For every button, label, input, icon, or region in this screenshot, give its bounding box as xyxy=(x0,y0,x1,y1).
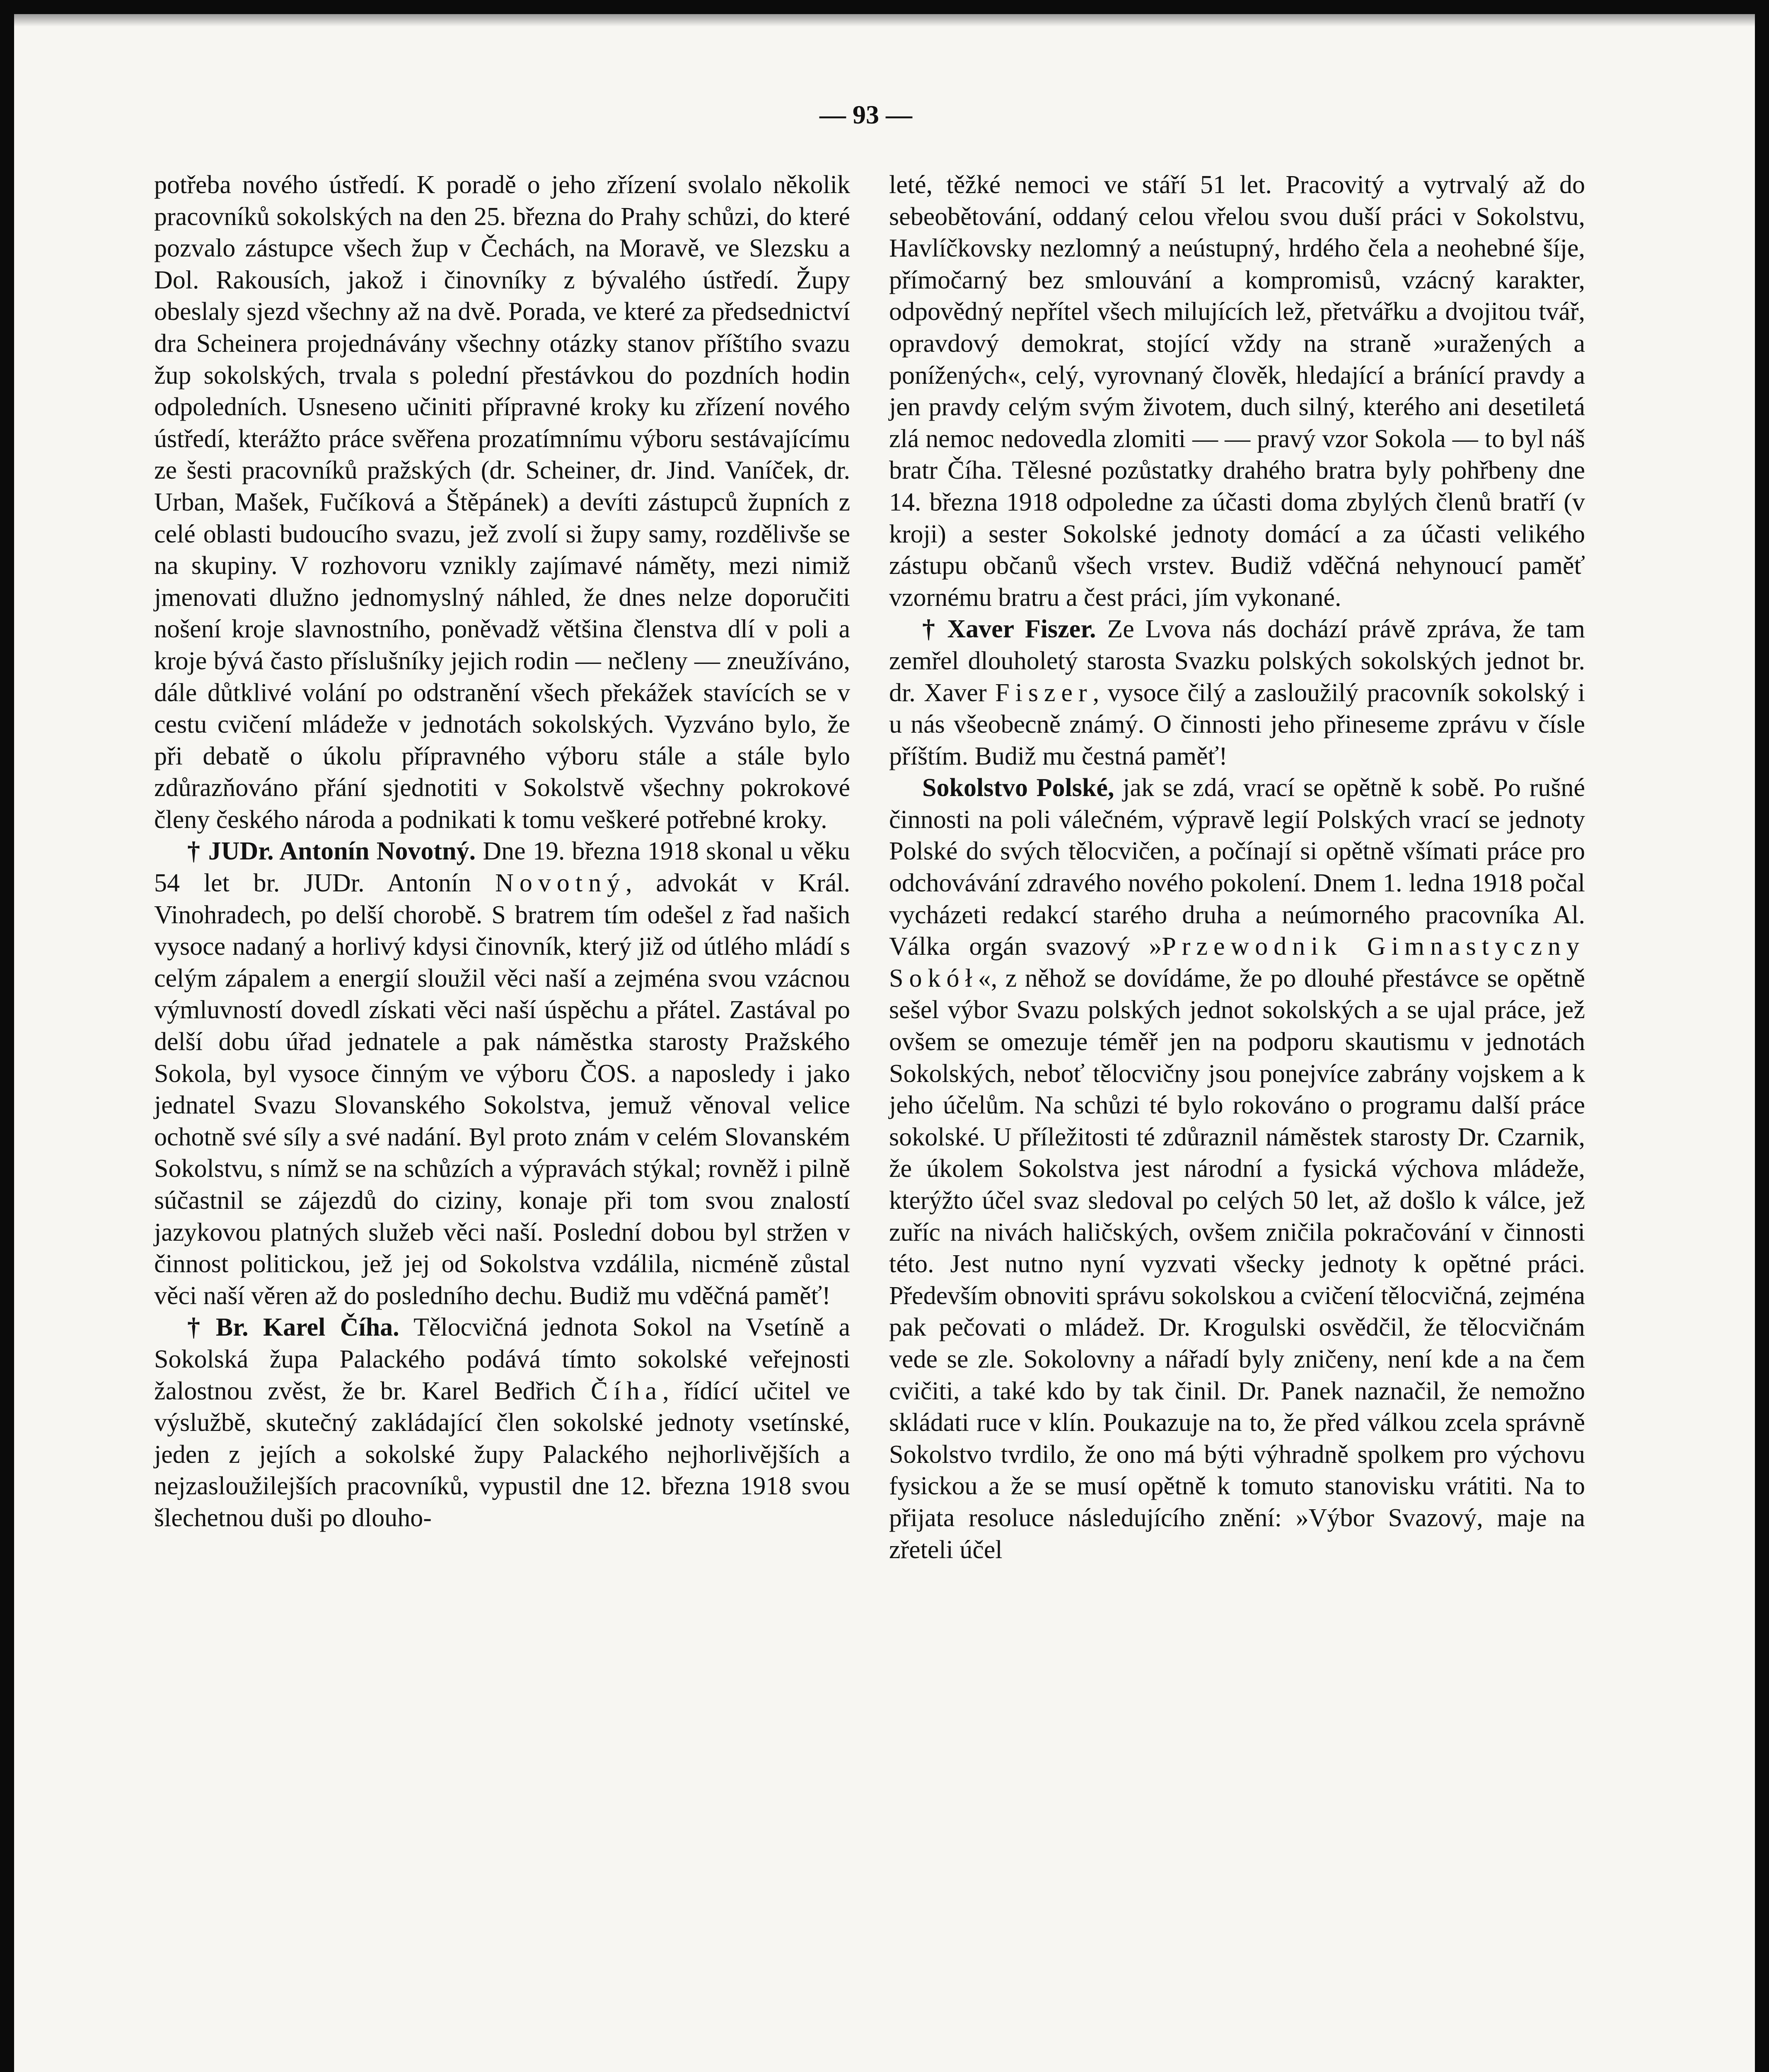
section-text: jak se zdá, vrací se opětně k sobě. Po rušné činnosti na poli válečném, výpravě legií Polských vrací se jednoty Polské do svých tělocvičen, a počínají si opětně všímati práce pro odchovávání zdravého nového pokolení. Dnem 1. ledna 1918 počal vycházeti redakcí starého druha a neúmorného pracovníka Al. Válka orgán svazový » xyxy=(889,774,1585,961)
section-heading: Sokolstvo Polské, xyxy=(922,774,1114,802)
obituary-text: , řídící učitel ve výslužbě, skutečný zakládající člen sokolské jednoty vsetínské, jeden z jejích a sokolské župy Palackého nejhorlivějších a nejzasloužilejších pracovníků, vypustil dne 12. března 1918 svou šlechetnou duši po dlouho- xyxy=(154,1377,851,1532)
left-column xyxy=(154,169,850,1534)
section-text: «, z něhož se dovídáme, že po dlouhé přestávce se opětně sešel výbor Svazu polských jednot sokolských a se ujal práce, jež ovšem se omezuje téměř jen na podporu skautismu v jednotách Sokolských, neboť tělocvičny jsou ponejvíce zabrány vojskem a k jeho účelům. Na schůzi té bylo rokováno o programu další práce sokolské. U příležitosti té zdůraznil náměstek starosty Dr. Czarnik, že úkolem Sokolstva jest národní a fysická výchova mládeže, kterýžto účel svaz sledoval po celých 50 let, až došlo k válce, jež zuříc na nivách haličských, ovšem zničila pokračování v činnosti této. Jest nutno nyní vyzvati všecky jednoty k opětné práci. Především obnoviti správu sokolskou a cvičení tělocvičná, zejména pak pečovati o mládež. Dr. Krogulski osvědčil, že tělocvičnám vede se zle. Sokolovny a nářadí byly zničeny, není kde a na čem cvičiti, a také kdo by tak činil. Dr. Panek naznačil, že nemožno skládati ruce v klín. Poukazuje na to, že před válkou zcela správně Sokolstvo tvrdilo, že ono má býti výhradně spolkem pro výchovu fysickou a že se musí opětně k tomuto stanovisku vrátiti. Na to přijata resoluce následujícího znění: »Výbor Svazový, maje na zřeteli účel xyxy=(889,964,1585,1564)
obituary-name-spaced: Novotný xyxy=(495,869,626,898)
obituary-name-spaced: Fiszer xyxy=(995,678,1093,707)
obituary-ciha-continued: leté, těžké nemoci ve stáří 51 let. Pracovitý a vytrvalý až do sebeobětování, oddaný celou vřelou svou duší práci v Sokolstvu, Havlíčkovsky nezlomný a neústupný, hrdého čela a neohebné šíje, přímočarný bez smlouvání a kompromisů, vzácný karakter, odpovědný nepřítel všech milujících lež, přetvářku a dvojitou tvář, opravdový demokrat, stojící vždy na straně »uražených a ponížených«, celý, vyrovnaný člověk, hledající a bránící pravdy a jen pravdy celým svým životem, duch silný, kterého ani desetiletá zlá nemoc nedovedla zlomiti — — pravý vzor Sokola — to byl náš bratr Číha. Tělesné pozůstatky drahého bratra byly pohřbeny dne 14. března 1918 odpoledne za účasti doma zbylých členů bratří (v kroji) a sester Sokolské jednoty domácí a za účasti velikého zástupu občanů všech vrstev. Budiž vděčná nehynoucí paměť vzornému bratru a čest práci, jím vykonané. xyxy=(889,171,1585,612)
journal-title-spaced: Przewodnik Gimnastyczny Sokół xyxy=(889,932,1585,992)
obituary-heading: Xaver Fiszer. xyxy=(947,615,1096,644)
obituary-text: , advokát v Král. Vinohradech, po delší chorobě. S bratrem tím odešel z řad našich vysoce nadaný a horlivý kdysi činovník, který již od útlého mládí s celým zápalem a energií sloužil věci naší a zejména svou vzácnou výmluvností dovedl získati věci naší úspěchu a přátel. Zastával po delší dobu úřad jednatele a pak náměstka starosty Pražského Sokola, byl vysoce činným ve výboru ČOS. a naposledy i jako jednatel Svazu Slovanského Sokolstva, jemuž věnoval velice ochotně své síly a své nadání. Byl proto znám v celém Slovanském Sokolstvu, s nímž se na schůzích a výpravách stýkal; rovněž i pilně súčastnil se zájezdů do ciziny, konaje při tom svou znalostí jazykovou platných služeb věci naší. Poslední dobou byl stržen v činnost politickou, jež jej od Sokolstva vzdálila, nicméně zůstal věci naší věren až do posledního dechu. Budiž mu vděčná paměť! xyxy=(154,869,851,1310)
obituary-text: , vysoce čilý a zasloužilý pracovník sokolský i u nás všeobecně známý. O činnosti jeho přineseme zprávu v čísle příštím. Budiž mu čestná paměť! xyxy=(889,678,1585,770)
obituary-heading: Br. Karel Číha. xyxy=(215,1313,399,1342)
scan-edge-shadow xyxy=(14,14,1755,27)
dagger-symbol: † xyxy=(922,615,940,644)
obituary-novotny xyxy=(154,835,850,1312)
obituary-text: Ze Lvova nás dochází právě zpráva, že tam zemřel dlouholetý starosta Svazku polských sokolských jednot br. dr. Xaver xyxy=(889,615,1585,707)
obituary-text: Tělocvičná jednota Sokol na Vsetíně a Sokolská župa Palackého podává tímto sokolské veřejnosti žalostnou zvěst, že br. Karel Bedřich xyxy=(154,1313,851,1405)
obituary-heading: JUDr. Antonín Novotný. xyxy=(208,837,476,866)
obituary-fiszer xyxy=(889,613,1585,772)
paragraph-ustredi: potřeba nového ústředí. K poradě o jeho zřízení svolalo několik pracovníků sokolských na den 25. března do Prahy schůzi, do které pozvalo zástupce všech žup v Čechách, na Moravě, ve Slezsku a Dol. Rakousích, jakož i činovníky z bývalého ústředí. Župy obeslaly sjezd všechny až na dvě. Porada, ve které za předsednictví dra Scheinera projednávány všechny otázky stanov příštího svazu žup sokolských, trvala s polední přestávkou do pozdních hodin odpoledních. Usneseno učiniti přípravné kroky ku zřízení nového ústředí, kterážto práce svěřena prozatímnímu výboru sestávajícímu ze šesti pracovníků pražských (dr. Scheiner, dr. Jind. Vaníček, dr. Urban, Mašek, Fučíková a Štěpánek) a devíti zástupců župních z celé oblasti budoucího svazu, jež zvolí si župy samy, rozdělivše se na skupiny. V rozhovoru vznikly zajímavé náměty, mezi nimiž jmenovati dlužno jednomyslný náhled, že dnes nelze doporučiti nošení kroje slavnostního, poněvadž většina členstva dlí v poli a kroje bývá často příslušníky jejich rodin — nečleny — zneužíváno, dále důtklivé volání po odstranění všech překážek stavících se v cestu cvičení mládeže v jednotách sokolských. Vyzváno bylo, že při debatě o úkolu přípravného výboru stále a stále bylo zdůrazňováno přání sjednotiti v Sokolstvě všechny pokrokové členy českého národa a podnikati k tomu veškeré potřebné kroky. xyxy=(154,171,850,834)
obituary-text: Dne 19. března 1918 skonal u věku 54 let br. JUDr. Antonín xyxy=(154,837,851,898)
paragraph-sokolstvo-polske xyxy=(889,772,1585,1566)
dagger-symbol: † xyxy=(187,1313,208,1342)
right-column xyxy=(889,169,1585,1566)
obituary-name-spaced: Číha xyxy=(590,1377,663,1405)
dagger-symbol: † xyxy=(187,837,201,866)
obituary-ciha xyxy=(154,1312,850,1534)
page-number: — 93 — xyxy=(819,100,912,129)
